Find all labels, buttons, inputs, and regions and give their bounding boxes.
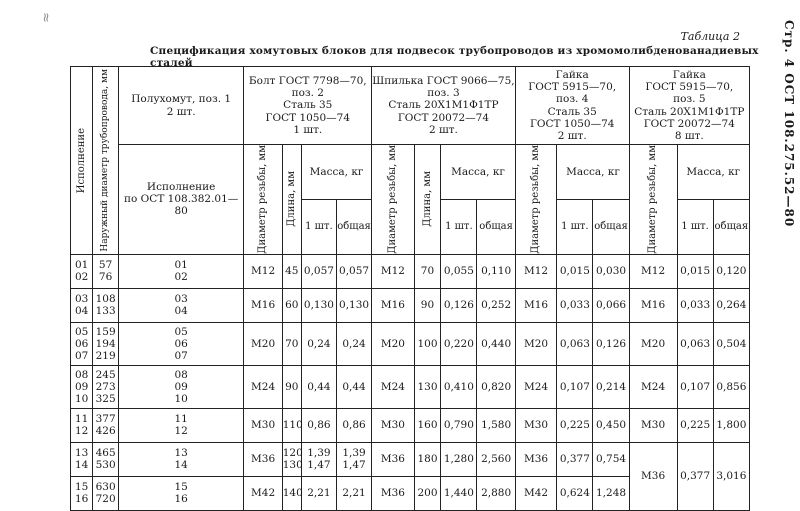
cell-stud-mass-total: 0,820	[477, 365, 515, 408]
cell-stud-thread: М36	[372, 476, 415, 510]
cell-ispolnenie: 03 04	[71, 288, 93, 322]
cell-nut1-mass-total: 0,450	[593, 408, 629, 442]
col-nut2-mass-one: 1 шт.	[677, 199, 713, 254]
cell-nut2-mass-total-merged: 3,016	[713, 442, 749, 510]
table-row	[71, 322, 750, 365]
cell-diameter: 465 530	[93, 442, 119, 476]
cell-diameter: 245 273 325	[93, 365, 119, 408]
cell-ost-ispolnenie: 01 02	[118, 254, 244, 288]
col-nut1-mass-one: 1 шт.	[557, 199, 593, 254]
cell-nut1-thread: М20	[515, 322, 557, 365]
cell-bolt-mass-total: 1,39 1,47	[336, 442, 371, 476]
cell-bolt-mass-total: 0,24	[336, 322, 371, 365]
cell-nut1-mass-one: 0,063	[557, 322, 593, 365]
cell-diameter: 159 194 219	[93, 322, 119, 365]
cell-nut2-mass-one: 0,107	[677, 365, 713, 408]
cell-nut1-mass-one: 0,225	[557, 408, 593, 442]
cell-stud-thread: М24	[372, 365, 415, 408]
col-ost-ispolnenie: Исполнение по ОСТ 108.382.01—80	[118, 145, 244, 255]
col-nut1-mass-total: общая	[593, 199, 629, 254]
cell-bolt-thread: М42	[244, 476, 282, 510]
cell-bolt-thread: М36	[244, 442, 282, 476]
cell-bolt-mass-total: 0,057	[336, 254, 371, 288]
side-label: Стр. 4 ОСТ 108.275.52—80	[782, 20, 796, 228]
table-row	[71, 442, 750, 476]
group-stud: Шпилька ГОСТ 9066—75, поз. 3 Сталь 20Х1М1Ф1ТР ГОСТ 20072—74 2 шт.	[372, 67, 516, 145]
cell-stud-thread: М16	[372, 288, 415, 322]
cell-ispolnenie: 15 16	[71, 476, 93, 510]
col-bolt-mass-total: общая	[336, 199, 371, 254]
cell-bolt-mass-one: 0,130	[301, 288, 336, 322]
cell-bolt-mass-one: 0,44	[301, 365, 336, 408]
col-stud-mass: Масса, кг	[441, 145, 515, 200]
cell-bolt-thread: М12	[244, 254, 282, 288]
cell-stud-mass-one: 0,126	[441, 288, 477, 322]
group-bolt: Болт ГОСТ 7798—70, поз. 2 Сталь 35 ГОСТ 1050—74 1 шт.	[244, 67, 372, 145]
cell-nut1-thread: М42	[515, 476, 557, 510]
cell-nut2-mass-one: 0,033	[677, 288, 713, 322]
cell-nut1-mass-total: 0,030	[593, 254, 629, 288]
table-row	[71, 288, 750, 322]
cell-stud-length: 70	[414, 254, 441, 288]
col-nut2-mass-total: общая	[713, 199, 749, 254]
col-bolt-thread: Диаметр резьбы, мм	[244, 145, 282, 255]
cell-bolt-length: 70	[282, 322, 301, 365]
cell-stud-mass-one: 0,790	[441, 408, 477, 442]
cell-bolt-mass-total: 0,86	[336, 408, 371, 442]
cell-nut2-mass-total: 1,800	[713, 408, 749, 442]
table-body	[71, 254, 750, 510]
cell-nut1-mass-one: 0,624	[557, 476, 593, 510]
cell-bolt-mass-total: 0,44	[336, 365, 371, 408]
table-label: Таблица 2	[680, 30, 740, 43]
cell-nut2-thread: М20	[629, 322, 677, 365]
cell-bolt-mass-one: 0,86	[301, 408, 336, 442]
cell-ispolnenie: 13 14	[71, 442, 93, 476]
cell-stud-mass-one: 0,055	[441, 254, 477, 288]
specification-table	[70, 66, 750, 511]
cell-ost-ispolnenie: 05 06 07	[118, 322, 244, 365]
cell-bolt-mass-one: 0,24	[301, 322, 336, 365]
cell-stud-mass-total: 2,560	[477, 442, 515, 476]
group-nut-1: Гайка ГОСТ 5915—70, поз. 4 Сталь 35 ГОСТ 1050—74 2 шт.	[515, 67, 629, 145]
cell-stud-mass-one: 1,280	[441, 442, 477, 476]
table-row	[71, 365, 750, 408]
cell-stud-mass-total: 0,252	[477, 288, 515, 322]
cell-bolt-length: 60	[282, 288, 301, 322]
cell-stud-thread: М36	[372, 442, 415, 476]
col-diameter: Наружный диаметр трубопровода, мм	[93, 67, 119, 255]
cell-ispolnenie: 08 09 10	[71, 365, 93, 408]
cell-nut2-thread: М24	[629, 365, 677, 408]
cell-nut2-thread-merged: М36	[629, 442, 677, 510]
col-stud-thread: Диаметр резьбы, мм	[372, 145, 415, 255]
cell-nut1-thread: М36	[515, 442, 557, 476]
cell-stud-thread: М12	[372, 254, 415, 288]
cell-nut2-mass-one: 0,225	[677, 408, 713, 442]
cell-bolt-thread: М30	[244, 408, 282, 442]
cell-bolt-thread: М24	[244, 365, 282, 408]
cell-bolt-mass-one: 0,057	[301, 254, 336, 288]
cell-bolt-mass-total: 0,130	[336, 288, 371, 322]
cell-nut1-thread: М16	[515, 288, 557, 322]
cell-nut1-mass-total: 0,754	[593, 442, 629, 476]
col-nut1-thread: Диаметр резьбы, мм	[515, 145, 557, 255]
col-nut2-mass: Масса, кг	[677, 145, 749, 200]
cell-stud-length: 160	[414, 408, 441, 442]
cell-nut2-mass-one-merged: 0,377	[677, 442, 713, 510]
col-bolt-length: Длина, мм	[282, 145, 301, 255]
cell-stud-mass-total: 1,580	[477, 408, 515, 442]
cell-stud-mass-total: 2,880	[477, 476, 515, 510]
cell-nut1-mass-total: 0,126	[593, 322, 629, 365]
cell-nut1-mass-total: 0,214	[593, 365, 629, 408]
cell-nut1-thread: М12	[515, 254, 557, 288]
cell-ost-ispolnenie: 03 04	[118, 288, 244, 322]
cell-nut2-thread: М12	[629, 254, 677, 288]
col-bolt-mass-one: 1 шт.	[301, 199, 336, 254]
cell-stud-length: 200	[414, 476, 441, 510]
cell-stud-length: 130	[414, 365, 441, 408]
cell-bolt-mass-one: 2,21	[301, 476, 336, 510]
cell-bolt-length: 90	[282, 365, 301, 408]
cell-nut1-mass-total: 0,066	[593, 288, 629, 322]
cell-diameter: 57 76	[93, 254, 119, 288]
cell-bolt-length: 110	[282, 408, 301, 442]
col-nut2-thread: Диаметр резьбы, мм	[629, 145, 677, 255]
cell-stud-length: 180	[414, 442, 441, 476]
cell-nut1-thread: М24	[515, 365, 557, 408]
cell-nut2-mass-total: 0,504	[713, 322, 749, 365]
cell-stud-length: 90	[414, 288, 441, 322]
cell-stud-thread: М30	[372, 408, 415, 442]
cell-ost-ispolnenie: 13 14	[118, 442, 244, 476]
cell-diameter: 630 720	[93, 476, 119, 510]
cell-nut2-mass-total: 0,264	[713, 288, 749, 322]
cell-nut2-mass-one: 0,015	[677, 254, 713, 288]
cell-ispolnenie: 11 12	[71, 408, 93, 442]
cell-nut2-thread: М30	[629, 408, 677, 442]
table-row	[71, 254, 750, 288]
cell-diameter: 377 426	[93, 408, 119, 442]
cell-stud-mass-one: 0,410	[441, 365, 477, 408]
cell-nut2-mass-one: 0,063	[677, 322, 713, 365]
cell-bolt-length: 120 130	[282, 442, 301, 476]
cell-bolt-thread: М16	[244, 288, 282, 322]
table-row	[71, 408, 750, 442]
col-nut1-mass: Масса, кг	[557, 145, 629, 200]
cell-stud-mass-total: 0,440	[477, 322, 515, 365]
cell-bolt-thread: М20	[244, 322, 282, 365]
cell-stud-length: 100	[414, 322, 441, 365]
cell-stud-mass-one: 1,440	[441, 476, 477, 510]
cell-bolt-length: 45	[282, 254, 301, 288]
col-ispolnenie: Исполнение	[71, 67, 93, 255]
cell-ost-ispolnenie: 11 12	[118, 408, 244, 442]
table-title: Спецификация хомутовых блоков для подвесок трубопроводов из хромомолибденованадиевых сталей	[150, 45, 759, 69]
cell-diameter: 108 133	[93, 288, 119, 322]
col-stud-length: Длина, мм	[414, 145, 441, 255]
cell-stud-mass-total: 0,110	[477, 254, 515, 288]
cell-stud-thread: М20	[372, 322, 415, 365]
cell-nut1-mass-total: 1,248	[593, 476, 629, 510]
cell-ost-ispolnenie: 08 09 10	[118, 365, 244, 408]
cell-ispolnenie: 01 02	[71, 254, 93, 288]
cell-bolt-length: 140	[282, 476, 301, 510]
corner-mark: ≈	[37, 12, 53, 23]
cell-stud-mass-one: 0,220	[441, 322, 477, 365]
cell-nut1-thread: М30	[515, 408, 557, 442]
cell-nut2-mass-total: 0,120	[713, 254, 749, 288]
col-bolt-mass: Масса, кг	[301, 145, 371, 200]
col-stud-mass-one: 1 шт.	[441, 199, 477, 254]
cell-nut1-mass-one: 0,107	[557, 365, 593, 408]
cell-nut2-thread: М16	[629, 288, 677, 322]
cell-nut1-mass-one: 0,033	[557, 288, 593, 322]
cell-bolt-mass-total: 2,21	[336, 476, 371, 510]
cell-bolt-mass-one: 1,39 1,47	[301, 442, 336, 476]
cell-ispolnenie: 05 06 07	[71, 322, 93, 365]
cell-nut1-mass-one: 0,015	[557, 254, 593, 288]
group-poluhomut: Полухомут, поз. 1 2 шт.	[118, 67, 244, 145]
cell-nut1-mass-one: 0,377	[557, 442, 593, 476]
col-stud-mass-total: общая	[477, 199, 515, 254]
cell-nut2-mass-total: 0,856	[713, 365, 749, 408]
cell-ost-ispolnenie: 15 16	[118, 476, 244, 510]
group-nut-2: Гайка ГОСТ 5915—70, поз. 5 Сталь 20Х1М1Ф1ТР ГОСТ 20072—74 8 шт.	[629, 67, 749, 145]
